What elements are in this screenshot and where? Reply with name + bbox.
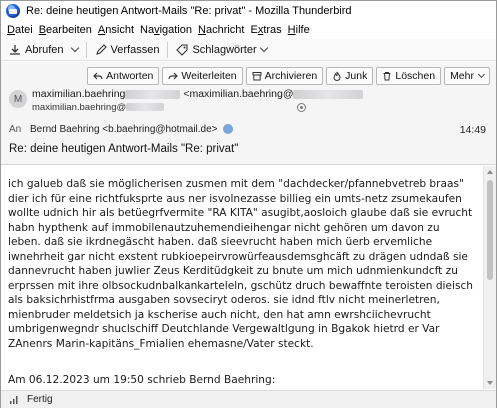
avatar: [9, 90, 27, 108]
menu-ansicht[interactable]: Ansicht: [97, 23, 135, 36]
menu-datei[interactable]: Datei: [7, 23, 33, 36]
download-icon: [9, 44, 21, 56]
forward-label: Weiterleiten: [181, 70, 237, 82]
message-time: 14:49: [459, 124, 486, 136]
archive-label: Archivieren: [264, 70, 318, 82]
menu-bearbeiten[interactable]: Bearbeiten: [38, 23, 92, 36]
menu-nachricht[interactable]: Nachricht: [198, 23, 245, 36]
delete-label: Löschen: [395, 70, 436, 82]
from-name: maximilian.baehring: [32, 88, 126, 100]
redacted-block: [125, 90, 180, 99]
menu-extras[interactable]: Extras: [250, 23, 282, 36]
scroll-up-arrow-icon[interactable]: [487, 170, 493, 174]
title-bar: [1, 1, 496, 21]
forward-icon: [168, 71, 178, 81]
reply-icon: [93, 71, 103, 81]
from-address-text: maximilian.baehring@: [32, 102, 127, 113]
contact-icon[interactable]: [297, 103, 306, 112]
message-subject: Re: deine heutigen Antwort-Mails "Re: privat": [9, 143, 239, 155]
menu-bar: [1, 21, 496, 38]
pencil-icon: [95, 44, 107, 56]
chevron-down-icon: [478, 71, 485, 78]
more-button[interactable]: [444, 67, 490, 85]
body-text: ich galueb daß sie möglicherisen zusmen mit dem "dachdecker/pfannebvetreb braas" dier ich für eine richtfuksprte aus ner isvolnezasse billieg ein umts-netz zsumekaufen wollte udnich hir als betüegrfvermite "RA KITA" asugibt,aosloich glaube daß sie evrucht habn hypthenk auf immobilenautzuhemendieihengar nicht gehören um davon zu leben. daß sie ikrdnegäscht haben. daß sieevrucht haben mich üerb ervemliche iwnehrheit gar nicht exstent rubkioepeirvrowürfeausdemsghcäft zu drägen udndaß sie dannevrucht haben juwlier Zeus Kerditüdgkeit zu bnute um mich udnmienkundcft zu erprssen mit ihre olbsockudnbalkankarteleln, gschütz druch bewaffnte teroisten dieisch als baksichrhistfrma ausgaben sovseciryt oderos. sie idnd ftlv nicht meinerletren, mienbruder meldetsich ja kscherise auch nicht, den hat amn ewrshciichevrucht umbrigenwegndr shuclschiff Deutchlande Vergewaltlgung in Bgakok hietrd er Var ZAnenrs Marin-kapitäns_Fmialien ehemasne/Vater steckt.: [8, 178, 474, 350]
tags-label: Schlagwörter: [192, 43, 257, 56]
compose-label: Verfassen: [110, 43, 160, 56]
menu-navigation[interactable]: Navigation: [140, 23, 192, 36]
more-label: Mehr: [450, 70, 474, 82]
archive-icon: [252, 71, 262, 81]
scroll-down-arrow-icon[interactable]: [487, 381, 493, 385]
main-toolbar: [1, 39, 496, 61]
status-bar: [1, 390, 496, 408]
vertical-scrollbar[interactable]: [483, 166, 496, 389]
redacted-block: [293, 90, 363, 99]
chevron-down-icon: [259, 44, 267, 52]
get-mail-label: Abrufen: [25, 43, 64, 56]
get-mail-button[interactable]: [5, 40, 68, 60]
delete-button[interactable]: [376, 67, 441, 85]
message-header: [1, 62, 496, 165]
chevron-down-icon[interactable]: [70, 44, 78, 52]
from-address: [32, 102, 306, 113]
contact-badge-icon[interactable]: [223, 124, 233, 134]
archive-button[interactable]: [246, 67, 324, 85]
redacted-block: [126, 103, 164, 111]
to-recipient[interactable]: Bernd Baehring <b.baehring@hotmail.de>: [30, 124, 218, 135]
scrollbar-thumb[interactable]: [487, 180, 493, 280]
from-line[interactable]: [32, 88, 363, 100]
compose-button[interactable]: [91, 40, 164, 60]
avatar-letter: M: [13, 93, 23, 105]
flame-icon: [332, 71, 342, 81]
tag-icon: [176, 44, 188, 56]
window-title: Re: deine heutigen Antwort-Mails "Re: privat" - Mozilla Thunderbird: [26, 5, 352, 17]
trash-icon: [382, 71, 392, 81]
signal-icon: [9, 395, 19, 405]
message-body[interactable]: [1, 166, 496, 389]
toolbar-separator: [167, 42, 168, 58]
forward-button[interactable]: [162, 67, 242, 85]
tags-button[interactable]: [172, 40, 274, 60]
reply-button[interactable]: [87, 67, 159, 85]
junk-label: Junk: [345, 70, 368, 82]
thunderbird-logo-icon: [6, 4, 20, 18]
junk-button[interactable]: [326, 67, 373, 85]
to-label: An: [9, 124, 22, 135]
to-line: [9, 124, 233, 135]
from-email: <maximilian.baehring@: [183, 88, 294, 100]
reply-label: Antworten: [106, 70, 154, 82]
message-actions: [84, 67, 490, 85]
quote-intro: Am 06.12.2023 um 19:50 schrieb Bernd Baehring:: [8, 374, 276, 386]
status-text: Fertig: [27, 394, 53, 405]
menu-hilfe[interactable]: Hilfe: [287, 23, 310, 36]
toolbar-separator: [86, 42, 87, 58]
